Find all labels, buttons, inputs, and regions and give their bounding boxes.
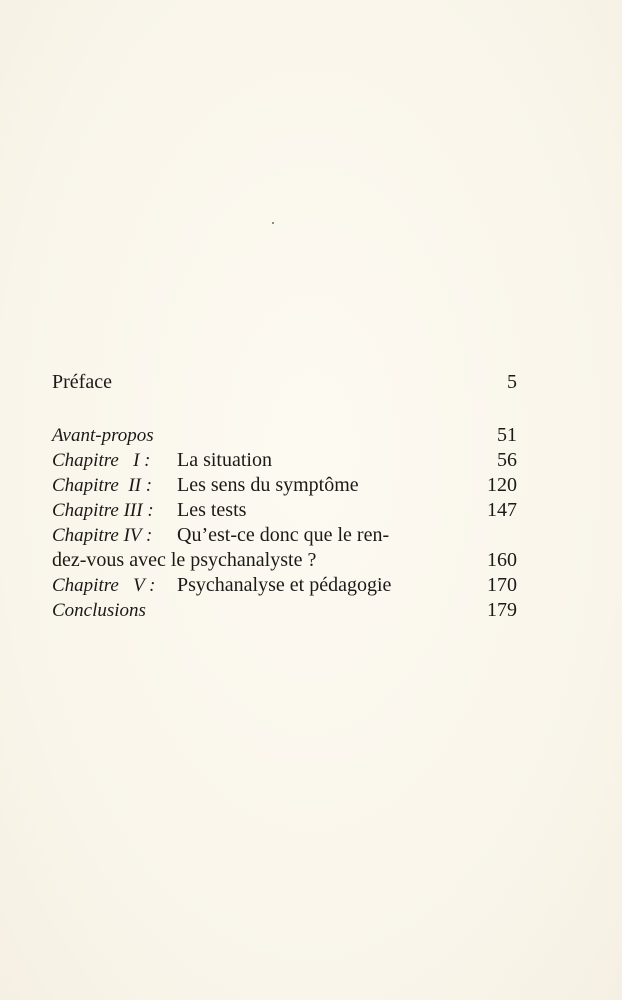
toc-row-chapitre-2	[52, 473, 517, 498]
toc-row-chapitre-4	[52, 523, 517, 548]
toc-entry-label: Avant-propos	[52, 425, 154, 446]
toc-entry-page: 160	[487, 549, 517, 571]
toc-preface-label: Préface	[52, 371, 112, 393]
toc-preface-page: 5	[507, 371, 517, 393]
toc-row-chapitre-3	[52, 498, 517, 523]
toc-entry-page: 56	[497, 449, 517, 471]
toc-entry-page: 170	[487, 574, 517, 596]
toc-entry-page: 147	[487, 499, 517, 521]
toc-entry-title-continued: dez-vous avec le psychanalyste ?	[52, 549, 317, 571]
toc-entry-label: Chapitre II :	[52, 475, 153, 496]
toc-entry-title: Les tests	[177, 499, 247, 521]
toc-entry-label: Chapitre V :	[52, 575, 156, 596]
table-of-contents	[52, 423, 517, 623]
toc-row-chapitre-4-cont	[52, 548, 517, 573]
toc-entry-title: Psychanalyse et pédagogie	[177, 574, 392, 596]
toc-entry-label: Conclusions	[52, 600, 146, 621]
toc-entry-label: Chapitre I :	[52, 450, 151, 471]
toc-entry-title: Qu’est-ce donc que le ren-	[177, 524, 390, 546]
toc-entry-label: Chapitre III :	[52, 500, 154, 521]
toc-row-chapitre-1	[52, 448, 517, 473]
toc-preface	[52, 370, 517, 395]
toc-entry-page: 179	[487, 599, 517, 621]
toc-entry-title: Les sens du symptôme	[177, 474, 359, 496]
toc-entry-title: La situation	[177, 449, 272, 471]
toc-entry-page: 51	[497, 424, 517, 446]
toc-entry-label: Chapitre IV :	[52, 525, 153, 546]
toc-row-conclusions	[52, 598, 517, 623]
toc-entry-page: 120	[487, 474, 517, 496]
toc-row-chapitre-5	[52, 573, 517, 598]
toc-row	[52, 370, 517, 395]
toc-row-avant-propos	[52, 423, 517, 448]
paper-speck	[272, 222, 274, 224]
